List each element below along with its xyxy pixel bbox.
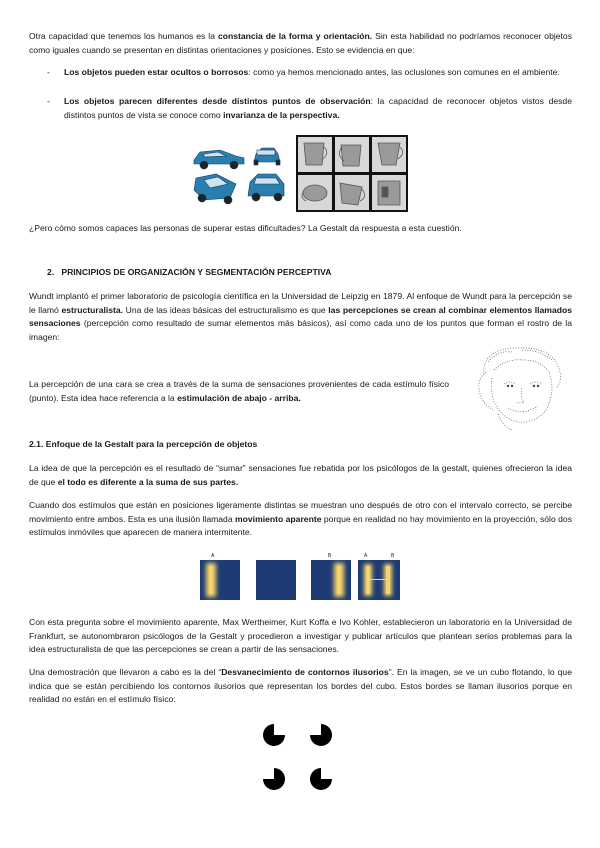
paragraph-demo: Una demostración que llevaron a cabo es la del “Desvanecimiento de contornos ilusorios”. En la imagen, se ve un cubo flotando, lo que indica que se están percibiendo los contornos ilusorios que representan los bordes del cubo. Estos bordes se llaman ilusorios porque en realidad no están en el estímulo físico: — [29, 667, 572, 704]
paragraph-face: La percepción de una cara se crea a través de la suma de sensaciones provenientes de cada estímulo físico (punto). Esta idea hace referencia a la estimulación de abajo - arriba. — [29, 379, 449, 403]
paragraph-wundt: Wundt implantó el primer laboratorio de psicología científica en la Universidad de Leipzig en 1879. Al enfoque de Wundt para la percepción se le llamó estructuralista. Una de las ideas básicas del estructuralismo es que las percepciones se crean al combinar elementos llamados sensaciones (percepción como resultado de sumar elementos más básicos), así como cada uno de los puntos que forman el rostro de la imagen: — [29, 291, 573, 342]
label-a-2: A — [364, 553, 368, 559]
label-a: A — [211, 553, 215, 559]
bullet-occluded: - Los objetos pueden estar ocultos o borrosos: como ya hemos mencionado antes, las oclusiones son comunes en el ambiente. — [47, 67, 560, 77]
illusory-contours-figure — [262, 722, 337, 792]
car-image-3 — [194, 174, 236, 204]
paragraph-apparent-movement: Cuando dos estímulos que están en posiciones ligeramente distintas se muestran uno después de otro con el intervalo correcto, se percibe movimiento entre ambos. Esta es una ilusión llamada movimiento aparente porque en realidad no hay movimiento en la proyección, sólo dos estímulos inmóviles que aparecen de manera intermitente. — [29, 500, 573, 537]
car-image-1 — [194, 150, 244, 169]
panel-2 — [256, 560, 296, 600]
cups-figure — [296, 135, 408, 212]
car-image-4 — [248, 174, 284, 201]
paragraph-gestalt: La idea de que la percepción es el resultado de “sumar” sensaciones fue rebatida por los psicólogos de la gestalt, quienes ofrecieron la idea de que el todo es diferente a la suma de sus partes. — [29, 463, 572, 487]
pacman-top-right — [310, 724, 332, 746]
label-b: B — [328, 553, 332, 559]
panel-4 — [358, 560, 400, 600]
paragraph-constancy: Otra capacidad que tenemos los humanos es la constancia de la forma y orientación. Sin esta habilidad no podríamos reconocer objetos como iguales cuando se presentan en distintas orientaciones y posiciones. Esto se evidencia en que: — [29, 31, 573, 55]
pacman-top-left — [263, 724, 285, 746]
cars-figure — [190, 138, 290, 208]
apparent-movement-figure — [200, 553, 405, 603]
section-heading: 2. PRINCIPIOS DE ORGANIZACIÓN Y SEGMENTACIÓN PERCEPTIVA — [47, 267, 332, 277]
panel-3 — [311, 560, 351, 600]
subsection-heading: 2.1. Enfoque de la Gestalt para la percepción de objetos — [29, 439, 258, 449]
pacman-bottom-right — [310, 768, 332, 790]
paragraph-wertheimer: Con esta pregunta sobre el movimiento aparente, Max Wertheimer, Kurt Koffa e Ivo Kohler, establecieron un laboratorio en la Universidad de Frankfurt, se autonombraron psicólogos de la Gestalt y procedieron a investigar y publicar artículos que plantean serios problemas para la idea estructuralista de que las percepciones se crean a partir de las sensaciones. — [29, 617, 572, 654]
label-b-2: B — [391, 553, 395, 559]
pacman-bottom-left — [263, 768, 285, 790]
paragraph-question: ¿Pero cómo somos capaces las personas de superar estas dificultades? La Gestalt da respuesta a esta cuestión. — [29, 223, 462, 233]
dotted-face-figure — [462, 344, 574, 434]
panel-1 — [200, 560, 240, 600]
bullet-viewpoint: - Los objetos parecen diferentes desde distintos puntos de observación: la capacidad de reconocer objetos vistos desde distintos puntos de vista se conoce como invarianza de la perspectiva. — [47, 96, 572, 120]
car-image-2 — [254, 148, 280, 165]
